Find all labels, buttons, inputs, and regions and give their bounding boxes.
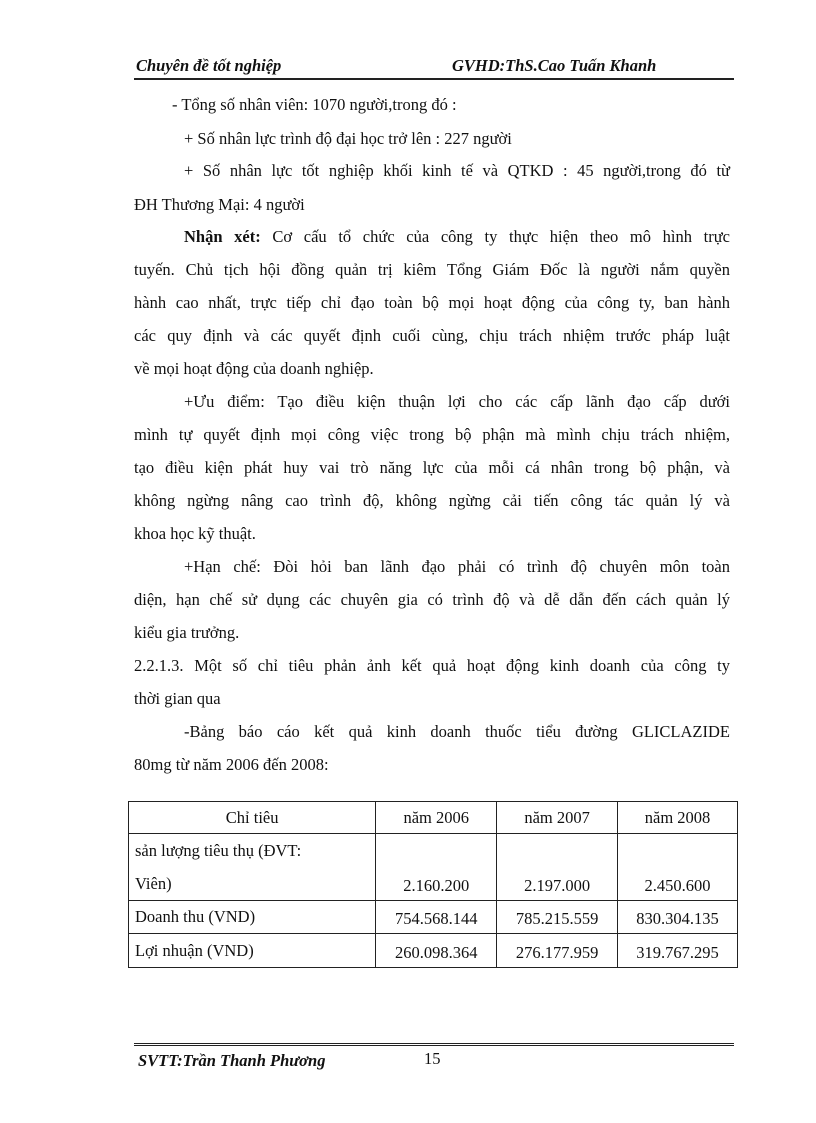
advantage-paragraph-line: mình tự quyết định mọi công việc trong bộ phận mà mình chịu trách nhiệm,	[134, 425, 730, 444]
staff-university-line: + Số nhân lực trình độ đại học trở lên : 227 người	[184, 129, 512, 148]
remark-paragraph-line: Nhận xét: Cơ cấu tổ chức của công ty thực hiện theo mô hình trực	[184, 227, 730, 246]
table-row-label: Lợi nhuận (VND)	[129, 934, 376, 968]
remark-paragraph-line: hành cao nhất, trực tiếp chỉ đạo toàn bộ mọi hoạt động của công ty, ban hành	[134, 293, 730, 312]
remark-label: Nhận xét:	[184, 227, 261, 246]
section-heading-line: 2.2.1.3. Một số chỉ tiêu phản ảnh kết quả hoạt động kinh doanh của công ty	[134, 656, 730, 675]
staff-total-line: - Tổng số nhân viên: 1070 người,trong đó :	[172, 95, 457, 114]
section-heading-line: thời gian qua	[134, 689, 221, 708]
advantage-paragraph-line: tạo điều kiện phát huy vai trò năng lực của mỗi cá nhân trong bộ phận, và	[134, 458, 730, 477]
header-thesis-title: Chuyên đề tốt nghiệp	[136, 56, 282, 75]
table-cell: 260.098.364	[376, 934, 497, 968]
page-footer	[134, 1043, 734, 1076]
advantage-paragraph-line: khoa học kỹ thuật.	[134, 524, 256, 543]
limitation-paragraph-line: diện, hạn chế sử dụng các chuyên gia có trình độ và dễ dẫn đến cách quản lý	[134, 590, 730, 609]
table-cell: 2.160.200	[376, 834, 497, 901]
table-header-cell: năm 2007	[497, 802, 618, 834]
table-cell: 2.450.600	[618, 834, 738, 901]
page-number: 15	[424, 1049, 441, 1068]
table-cell: 785.215.559	[497, 901, 618, 934]
table-row-label: Doanh thu (VND)	[129, 901, 376, 934]
remark-paragraph-line: tuyến. Chủ tịch hội đồng quản trị kiêm Tổng Giám Đốc là người nắm quyền	[134, 260, 730, 279]
remark-paragraph-line: các quy định và các quyết định cuối cùng, chịu trách nhiệm trước pháp luật	[134, 326, 730, 345]
header-supervisor: GVHD:ThS.Cao Tuấn Khanh	[452, 56, 657, 75]
advantage-paragraph-line: không ngừng nâng cao trình độ, không ngừng cải tiến công tác quản lý và	[134, 491, 730, 510]
business-results-table	[128, 801, 738, 968]
table-row	[129, 934, 738, 968]
table-cell: 319.767.295	[618, 934, 738, 968]
table-cell: 830.304.135	[618, 901, 738, 934]
staff-economics-line: + Số nhân lực tốt nghiệp khối kinh tế và QTKD : 45 người,trong đó từ	[184, 161, 730, 180]
page-header	[134, 52, 734, 80]
table-header-cell: Chỉ tiêu	[129, 802, 376, 834]
limitation-paragraph-line: kiểu gia trưởng.	[134, 623, 240, 642]
table-cell: 2.197.000	[497, 834, 618, 901]
table-header-cell: năm 2006	[376, 802, 497, 834]
table-header-row	[129, 802, 738, 834]
footer-student-name: SVTT:Trần Thanh Phương	[138, 1051, 326, 1070]
table-cell: 754.568.144	[376, 901, 497, 934]
staff-economics-line-cont: ĐH Thương Mại: 4 người	[134, 195, 305, 214]
table-intro-line: 80mg từ năm 2006 đến 2008:	[134, 755, 329, 774]
limitation-paragraph-line: +Hạn chế: Đòi hỏi ban lãnh đạo phải có trình độ chuyên môn toàn	[184, 557, 730, 576]
table-row	[129, 834, 738, 901]
advantage-paragraph-line: +Ưu điểm: Tạo điều kiện thuận lợi cho các cấp lãnh đạo cấp dưới	[184, 392, 730, 411]
table-header-cell: năm 2008	[618, 802, 738, 834]
table-row	[129, 901, 738, 934]
remark-paragraph-line: về mọi hoạt động của doanh nghiệp.	[134, 359, 374, 378]
table-row-label: sản lượng tiêu thụ (ĐVT: Viên)	[129, 834, 376, 901]
table-cell: 276.177.959	[497, 934, 618, 968]
table-intro-line: -Bảng báo cáo kết quả kinh doanh thuốc tiểu đường GLICLAZIDE	[184, 722, 730, 741]
